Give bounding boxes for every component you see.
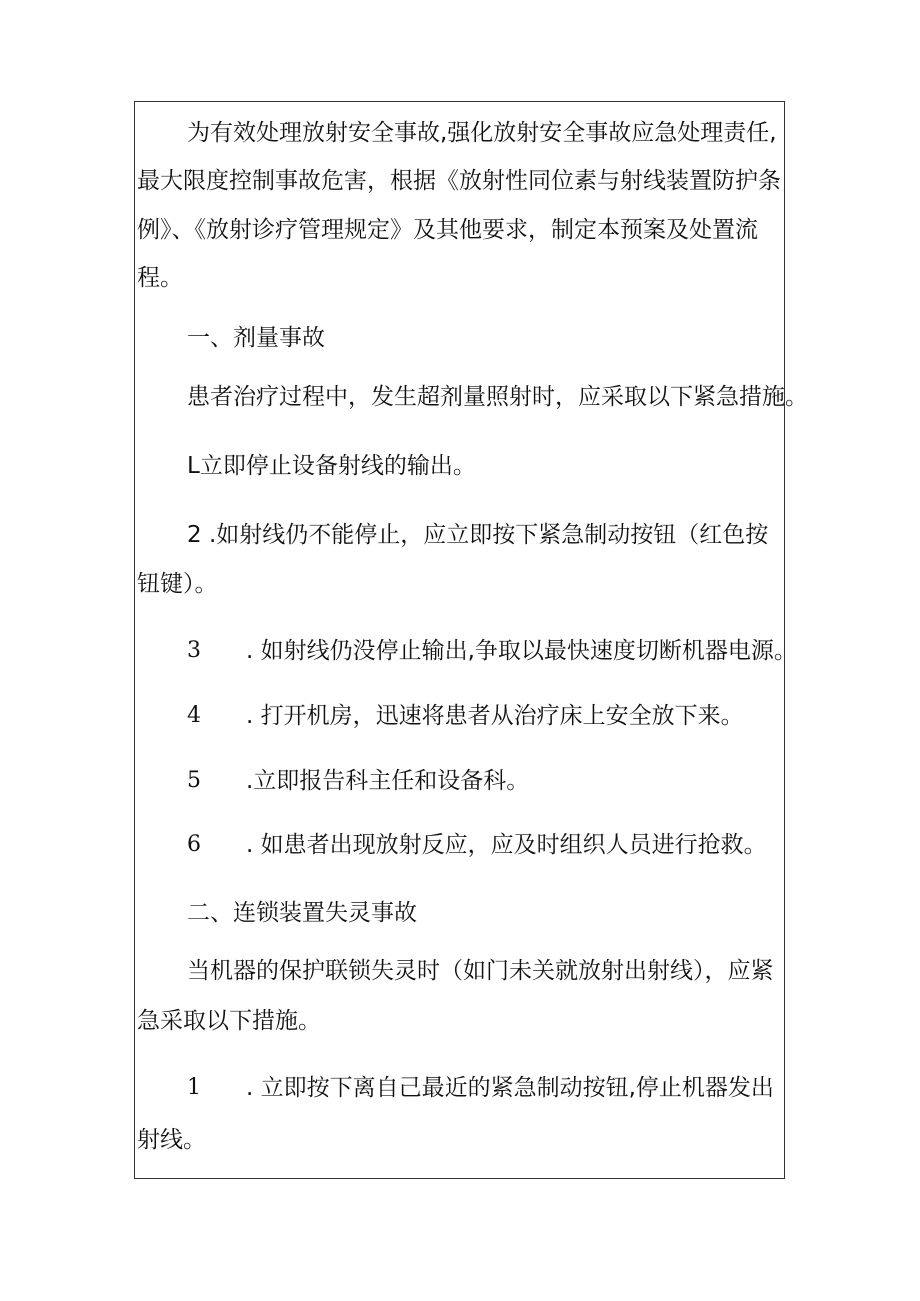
section2-heading: 二、连锁装置失灵事故 bbox=[187, 900, 417, 926]
section1-item-6-text: . 如患者出现放射反应，应及时组织人员进行抢救。 bbox=[246, 832, 767, 858]
section2-item-1-line-2: 射线。 bbox=[137, 1127, 206, 1153]
section2-lead-line-1: 当机器的保护联锁失灵时（如门未关就放射出射线），应紧 bbox=[187, 958, 774, 984]
section1-item-5-number: 5 bbox=[187, 768, 201, 793]
section2-item-1-number: 1 bbox=[187, 1075, 201, 1100]
section1-item-4-number: 4 bbox=[187, 703, 201, 728]
section2-lead-line-2: 急采取以下措施。 bbox=[137, 1008, 321, 1034]
intro-line-1: 为有效处理放射安全事故,强化放射安全事故应急处理责任, bbox=[187, 120, 777, 146]
section1-item-3-number: 3 bbox=[187, 638, 201, 663]
section1-item-4-text: . 打开机房，迅速将患者从治疗床上安全放下来。 bbox=[246, 703, 744, 729]
section1-heading: 一、剂量事故 bbox=[187, 325, 325, 351]
section1-item-1: L立即停止设备射线的输出。 bbox=[187, 453, 476, 479]
intro-line-2: 最大限度控制事故危害，根据《放射性同位素与射线装置防护条 bbox=[137, 168, 781, 194]
section1-item-2-line-1: 2 .如射线仍不能停止，应立即按下紧急制动按钮（红色按 bbox=[187, 522, 769, 548]
section2-item-1-text: . 立即按下离自己最近的紧急制动按钮,停止机器发出 bbox=[246, 1075, 774, 1101]
section1-item-6-number: 6 bbox=[187, 832, 201, 857]
section1-lead: 患者治疗过程中，发生超剂量照射时，应采取以下紧急措施。 bbox=[187, 384, 808, 410]
section1-item-3-text: . 如射线仍没停止输出,争取以最快速度切断机器电源。 bbox=[246, 638, 797, 664]
intro-line-4: 程。 bbox=[137, 265, 183, 291]
intro-line-3: 例》、《放射诊疗管理规定》及其他要求，制定本预案及处置流 bbox=[137, 217, 758, 243]
section1-item-2-line-2: 钮键）。 bbox=[137, 571, 218, 597]
section1-item-5-text: .立即报告科主任和设备科。 bbox=[246, 768, 530, 794]
